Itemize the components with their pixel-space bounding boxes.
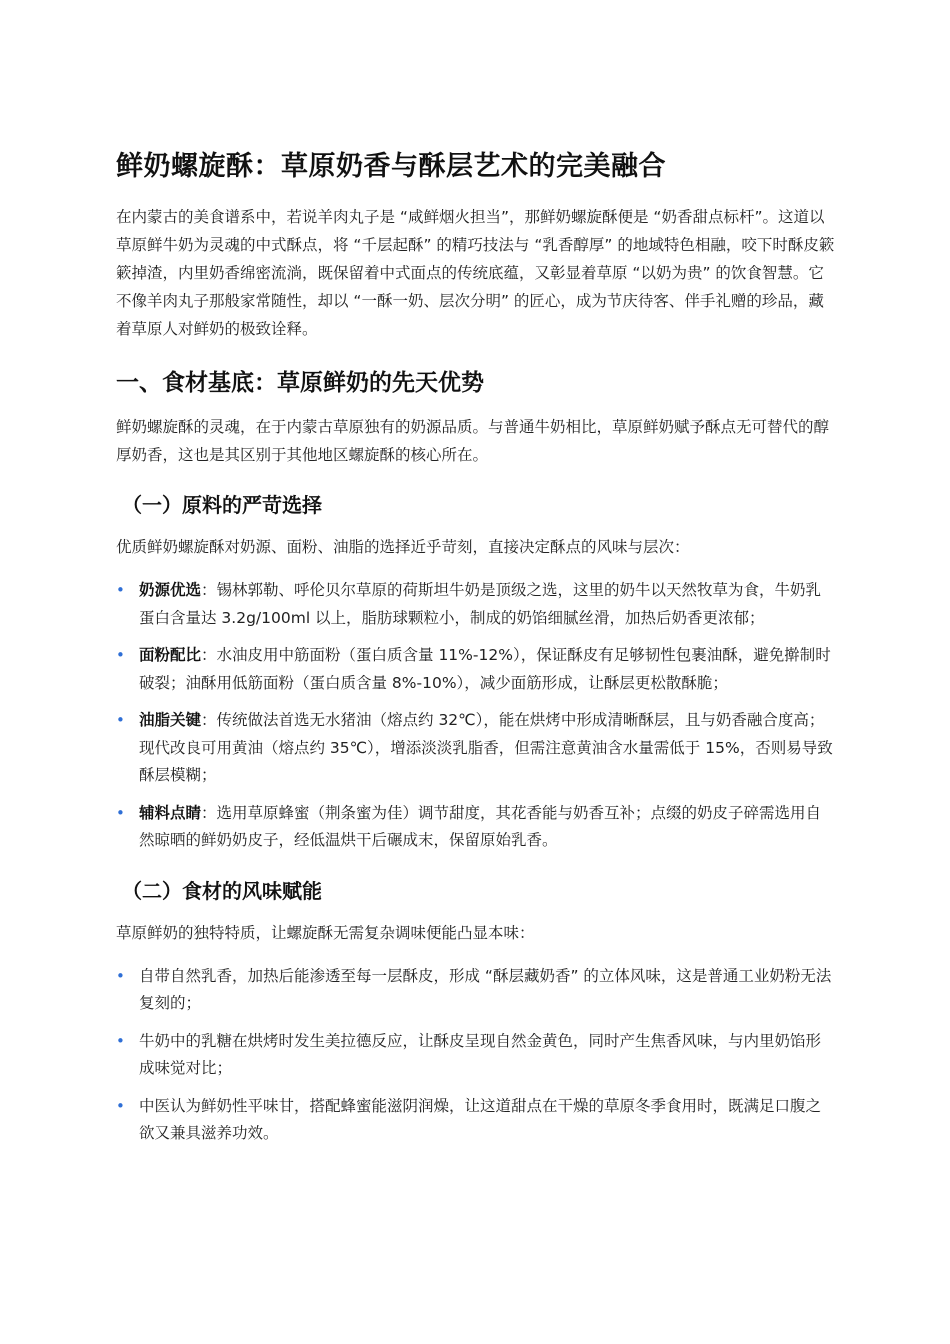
list-item-text: ：选用草原蜂蜜（荆条蜜为佳）调节甜度，其花香能与奶香互补；点缀的奶皮子碎需选用自然晾晒的鲜奶奶皮子，经低温烘干后碾成末，保留原始乳香。	[139, 803, 822, 849]
list-item-text: 牛奶中的乳糖在烘烤时发生美拉德反应，让酥皮呈现自然金黄色，同时产生焦香风味，与内里奶馅形成味觉对比；	[139, 1031, 822, 1077]
list-item	[116, 642, 836, 697]
bullet-icon: •	[116, 966, 125, 985]
bullet-icon: •	[116, 1031, 125, 1050]
intro-paragraph: 在内蒙古的美食谱系中，若说羊肉丸子是 “咸鲜烟火担当”，那鲜奶螺旋酥便是 “奶香甜点标杆”。这道以草原鲜牛奶为灵魂的中式酥点，将 “千层起酥” 的精巧技法与 “乳香醇厚” 的地域特色相融，咬下时酥皮簌簌掉渣，内里奶香绵密流淌，既保留着中式面点的传统底蕴，又彰显着草原 “以奶为贵” 的饮食智慧。它不像羊肉丸子那般家常随性，却以 “一酥一奶、层次分明” 的匠心，成为节庆待客、伴手礼赠的珍品，藏着草原人对鲜奶的极致诠释。	[116, 208, 835, 338]
ingredient-list	[116, 577, 836, 855]
subsection-2-intro: 草原鲜奶的独特特质，让螺旋酥无需复杂调味便能凸显本味：	[116, 923, 535, 942]
bullet-icon: •	[116, 581, 125, 599]
bullet-icon: •	[116, 1096, 125, 1115]
list-item	[116, 577, 836, 632]
list-item-term: 奶源优选	[139, 581, 202, 599]
list-item-text: ：水油皮用中筋面粉（蛋白质含量 11%-12%），保证酥皮有足够韧性包裹油酥，避免擀制时破裂；油酥用低筋面粉（蛋白质含量 8%-10%），减少面筋形成，让酥层更松散酥脆；	[139, 646, 831, 692]
list-item	[116, 707, 836, 790]
document-title: 鲜奶螺旋酥：草原奶香与酥层艺术的完美融合	[116, 151, 666, 182]
subsection-1-heading: （一）原料的严苛选择	[122, 493, 322, 517]
list-item-text: 自带自然乳香，加热后能渗透至每一层酥皮，形成 “酥层藏奶香” 的立体风味，这是普通工业奶粉无法复刻的；	[139, 966, 832, 1012]
list-item-term: 辅料点睛	[139, 803, 202, 822]
list-item-text: ：传统做法首选无水猪油（熔点约 32℃），能在烘烤中形成清晰酥层，且与奶香融合度高；现代改良可用黄油（熔点约 35℃），增添淡淡乳脂香，但需注意黄油含水量需低于 15%，否则易导致酥层模糊；	[139, 711, 833, 784]
list-item	[116, 963, 836, 1018]
subsection-2-heading: （二）食材的风味赋能	[122, 878, 322, 903]
flavor-list	[116, 963, 836, 1148]
list-item	[116, 800, 836, 855]
list-item-term: 面粉配比	[139, 646, 202, 664]
section-1-heading: 一、食材基底：草原鲜奶的先天优势	[116, 370, 484, 396]
list-item-term: 油脂关键	[139, 711, 202, 729]
bullet-icon: •	[116, 711, 125, 729]
list-item-text: 中医认为鲜奶性平味甘，搭配蜂蜜能滋阴润燥，让这道甜点在干燥的草原冬季食用时，既满足口腹之欲又兼具滋养功效。	[139, 1096, 822, 1142]
list-item	[116, 1028, 836, 1083]
subsection-1-intro: 优质鲜奶螺旋酥对奶源、面粉、油脂的选择近乎苛刻，直接决定酥点的风味与层次：	[116, 538, 690, 556]
section-1-paragraph: 鲜奶螺旋酥的灵魂，在于内蒙古草原独有的奶源品质。与普通牛奶相比，草原鲜奶赋予酥点无可替代的醇厚奶香，这也是其区别于其他地区螺旋酥的核心所在。	[116, 418, 830, 464]
list-item-text: ：锡林郭勒、呼伦贝尔草原的荷斯坦牛奶是顶级之选，这里的奶牛以天然牧草为食，牛奶乳蛋白含量达 3.2g/100ml 以上，脂肪球颗粒小，制成的奶馅细腻丝滑，加热后奶香更浓郁；	[139, 581, 822, 627]
bullet-icon: •	[116, 646, 125, 664]
list-item	[116, 1093, 836, 1148]
bullet-icon: •	[116, 803, 125, 822]
